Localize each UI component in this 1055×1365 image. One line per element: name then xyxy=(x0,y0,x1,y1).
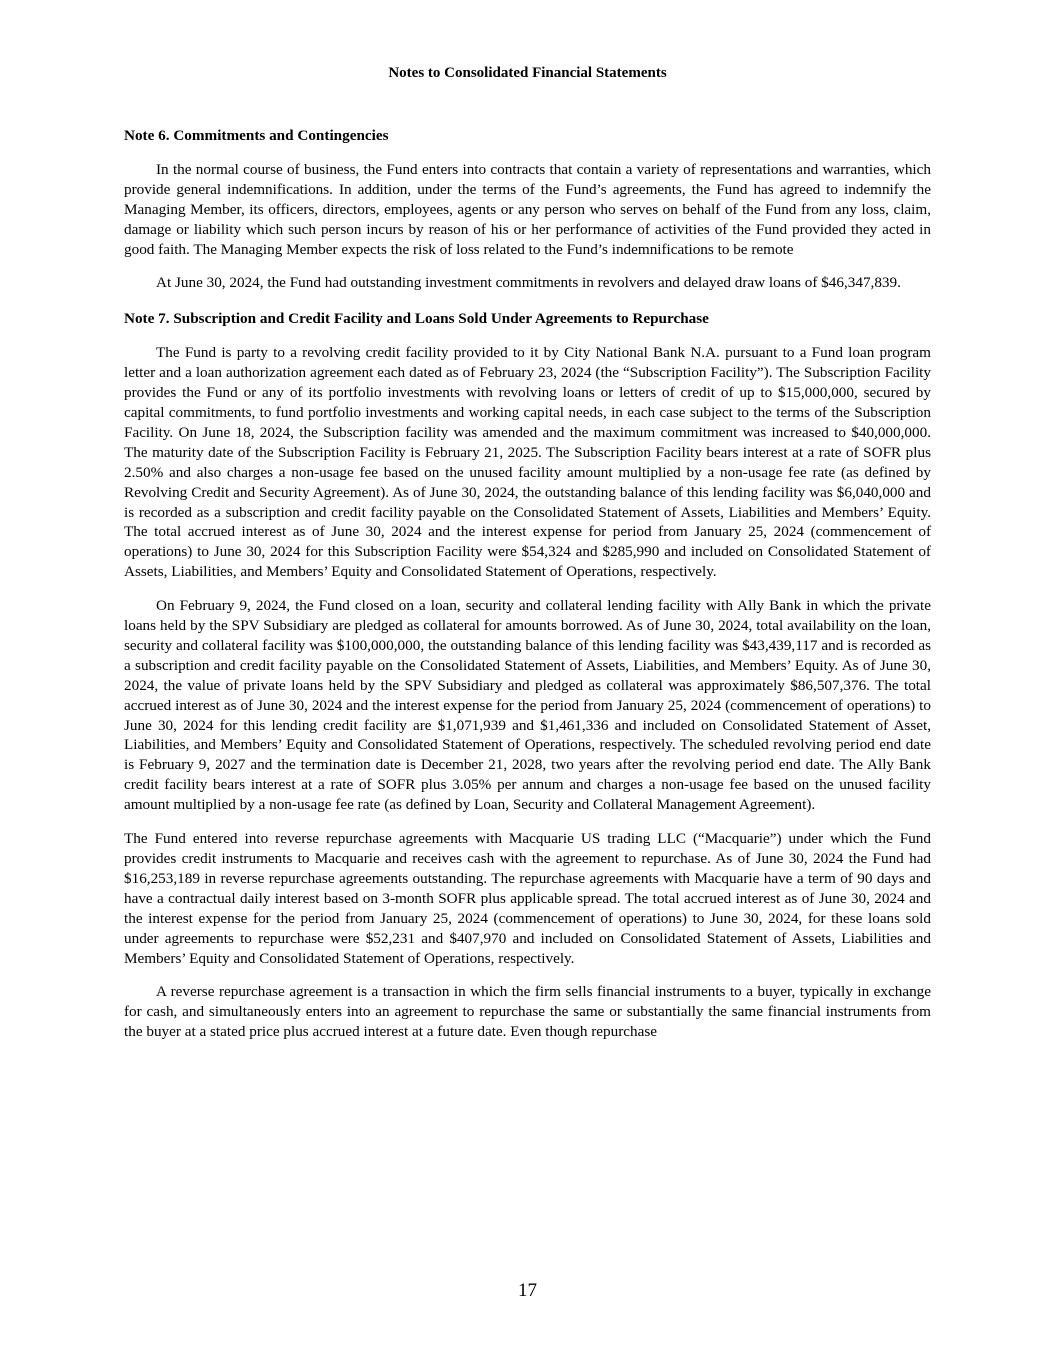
page-number: 17 xyxy=(518,1280,537,1301)
note-6-heading: Note 6. Commitments and Contingencies xyxy=(124,127,389,144)
note-7-paragraph-1: The Fund is party to a revolving credit facility provided to it by City National Bank N.A. pursuant to a Fund loan program letter and a loan authorization agreement each dated as of February 23, 2024 (the “Subscription Facility”). The Subscription Facility provides the Fund or any of its portfolio investments with revolving loans or letters of credit of up to $15,000,000, secured by capital commitments, to fund portfolio investments and working capital needs, in each case subject to the terms of the Subscription Facility. On June 18, 2024, the Subscription facility was amended and the maximum commitment was increased to $40,000,000. The maturity date of the Subscription Facility is February 21, 2025. The Subscription Facility bears interest at a rate of SOFR plus 2.50% and also charges a non-usage fee based on the unused facility amount multiplied by a non-usage fee rate (as defined by Revolving Credit and Security Agreement). As of June 30, 2024, the outstanding balance of this lending facility was $6,040,000 and is recorded as a subscription and credit facility payable on the Consolidated Statement of Assets, Liabilities and Members’ Equity. The total accrued interest as of June 30, 2024 and the interest expense for period from January 25, 2024 (commencement of operations) to June 30, 2024 for this Subscription Facility were $54,324 and $285,990 and included on Consolidated Statement of Assets, Liabilities, and Members’ Equity and Consolidated Statement of Operations, respectively. xyxy=(124,344,931,581)
note-7-paragraph-4: A reverse repurchase agreement is a transaction in which the firm sells financial instruments to a buyer, typically in exchange for cash, and simultaneously enters into an agreement to repurchase the same or substantially the same financial instruments from the buyer at a stated price plus accrued interest at a future date. Even though repurchase xyxy=(124,983,931,1041)
note-7-paragraph-2: On February 9, 2024, the Fund closed on a loan, security and collateral lending facility with Ally Bank in which the private loans held by the SPV Subsidiary are pledged as collateral for amounts borrowed. As of June 30, 2024, total availability on the loan, security and collateral facility was $100,000,000, the outstanding balance of this lending facility was $43,439,117 and is recorded as a subscription and credit facility payable on the Consolidated Statement of Assets, Liabilities, and Members’ Equity. As of June 30, 2024, the value of private loans held by the SPV Subsidiary and pledged as collateral was approximately $86,507,376. The total accrued interest as of June 30, 2024 and the interest expense for the period from January 25, 2024 (commencement of operations) to June 30, 2024 for this lending credit facility are $1,071,939 and $1,461,336 and included on Consolidated Statement of Asset, Liabilities, and Members’ Equity and Consolidated Statement of Operations, respectively. The scheduled revolving period end date is February 9, 2027 and the termination date is December 21, 2028, two years after the revolving period end date. The Ally Bank credit facility bears interest at a rate of SOFR plus 3.05% per annum and charges a non-usage fee based on the unused facility amount multiplied by a non-usage fee rate (as defined by Loan, Security and Collateral Management Agreement). xyxy=(124,597,931,814)
note-6-paragraph-2: At June 30, 2024, the Fund had outstanding investment commitments in revolvers and delayed draw loans of $46,347,839. xyxy=(156,274,901,292)
note-6-paragraph-1: In the normal course of business, the Fund enters into contracts that contain a variety of representations and warranties, which provide general indemnifications. In addition, under the terms of the Fund’s agreements, the Fund has agreed to indemnify the Managing Member, its officers, directors, employees, agents or any person who serves on behalf of the Fund from any loss, claim, damage or liability which such person incurs by reason of his or her performance of activities of the Fund provided they acted in good faith. The Managing Member expects the risk of loss related to the Fund’s indemnifications to be remote xyxy=(124,160,931,258)
note-7-paragraph-3: The Fund entered into reverse repurchase agreements with Macquarie US trading LLC (“Macquarie”) under which the Fund provides credit instruments to Macquarie and receives cash with the agreement to repurchase. As of June 30, 2024 the Fund had $16,253,189 in reverse repurchase agreements outstanding. The repurchase agreements with Macquarie have a term of 90 days and have a contractual daily interest based on 3-month SOFR plus applicable spread. The total accrued interest as of June 30, 2024 and the interest expense for the period from January 25, 2024 (commencement of operations) to June 30, 2024, for these loans sold under agreements to repurchase were $52,231 and $407,970 and included on Consolidated Statement of Assets, Liabilities and Members’ Equity and Consolidated Statement of Operations, respectively. xyxy=(124,830,931,967)
page-header-title: Notes to Consolidated Financial Statements xyxy=(388,65,667,81)
page-content xyxy=(124,126,931,1042)
note-7-heading: Note 7. Subscription and Credit Facility and Loans Sold Under Agreements to Repurchase xyxy=(124,310,709,328)
